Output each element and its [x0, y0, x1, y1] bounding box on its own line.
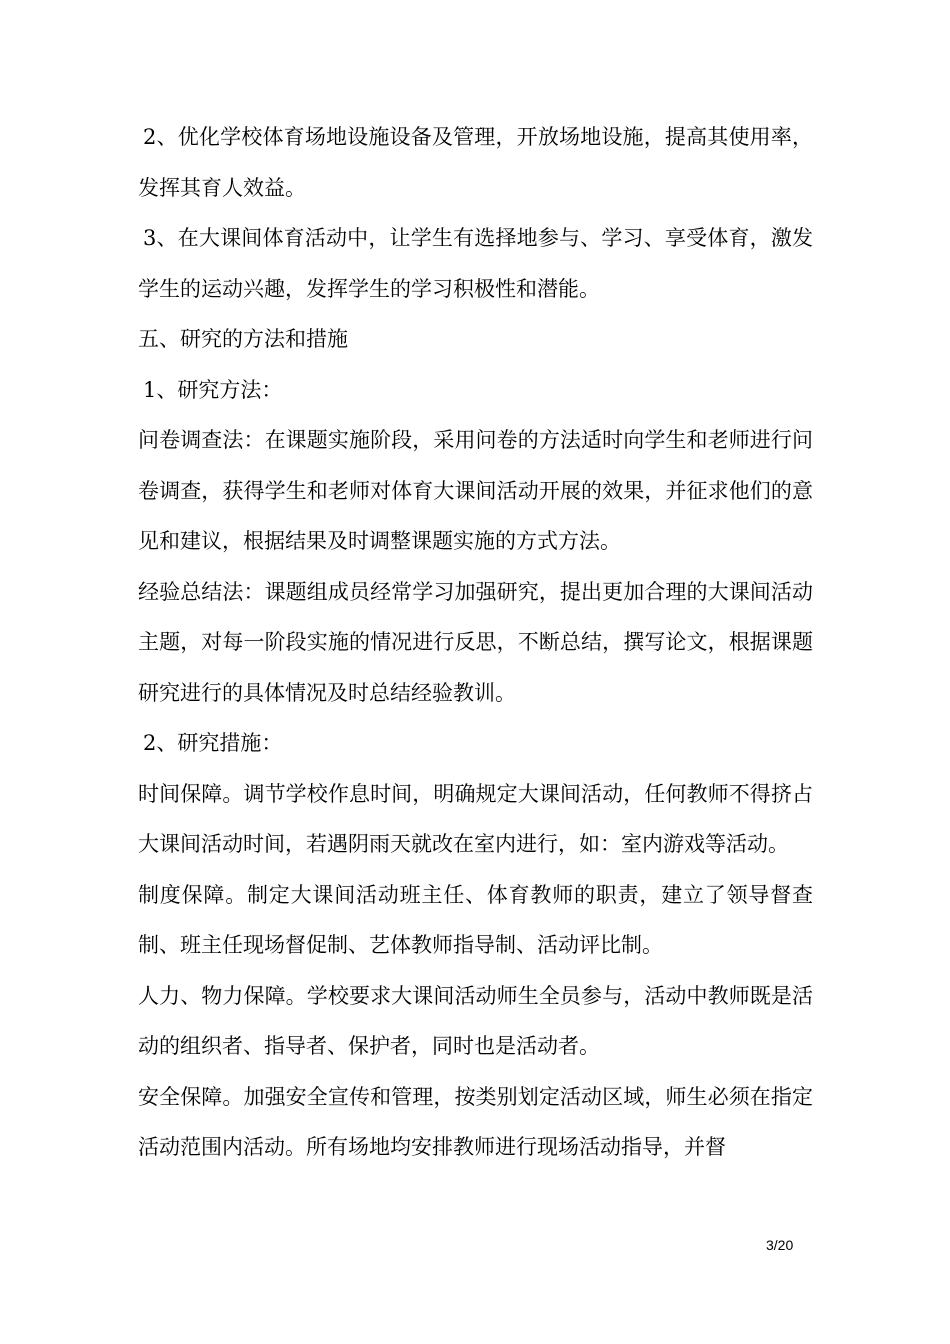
paragraph-resource-guarantee: 人力、物力保障。学校要求大课间活动师生全员参与，活动中教师既是活动的组织者、指导者、保护者，同时也是活动者。 — [138, 983, 813, 1058]
document-body — [138, 112, 813, 1173]
paragraph-safety-guarantee: 安全保障。加强安全宣传和管理，按类别划定活动区域，师生必须在指定活动范围内活动。所有场地均安排教师进行现场活动指导，并督 — [138, 1084, 813, 1159]
paragraph-objective-2: 2、优化学校体育场地设施设备及管理，开放场地设施，提高其使用率，发挥其育人效益。 — [138, 125, 813, 200]
page-number: 3/20 — [766, 1237, 794, 1253]
paragraph-system-guarantee: 制度保障。制定大课间活动班主任、体育教师的职责，建立了领导督查制、班主任现场督促制、艺体教师指导制、活动评比制。 — [138, 882, 813, 957]
section-heading-methods: 五、研究的方法和措施 — [138, 327, 348, 351]
subheading-research-measures: 2、研究措施： — [143, 731, 283, 755]
paragraph-objective-3: 3、在大课间体育活动中，让学生有选择地参与、学习、享受体育，激发学生的运动兴趣，发挥学生的学习积极性和潜能。 — [138, 226, 813, 301]
subheading-research-methods: 1、研究方法： — [143, 377, 283, 402]
paragraph-questionnaire-method: 问卷调查法：在课题实施阶段，采用问卷的方法适时向学生和老师进行问卷调查，获得学生和老师对体育大课间活动开展的效果，并征求他们的意见和建议，根据结果及时调整课题实施的方式方法。 — [138, 428, 813, 553]
paragraph-time-guarantee: 时间保障。调节学校作息时间，明确规定大课间活动，任何教师不得挤占大课间活动时间，若遇阴雨天就改在室内进行，如：室内游戏等活动。 — [138, 781, 813, 856]
paragraph-experience-summary-method: 经验总结法：课题组成员经常学习加强研究，提出更加合理的大课间活动主题，对每一阶段实施的情况进行反思，不断总结，撰写论文，根据课题研究进行的具体情况及时总结经验教训。 — [138, 579, 813, 705]
